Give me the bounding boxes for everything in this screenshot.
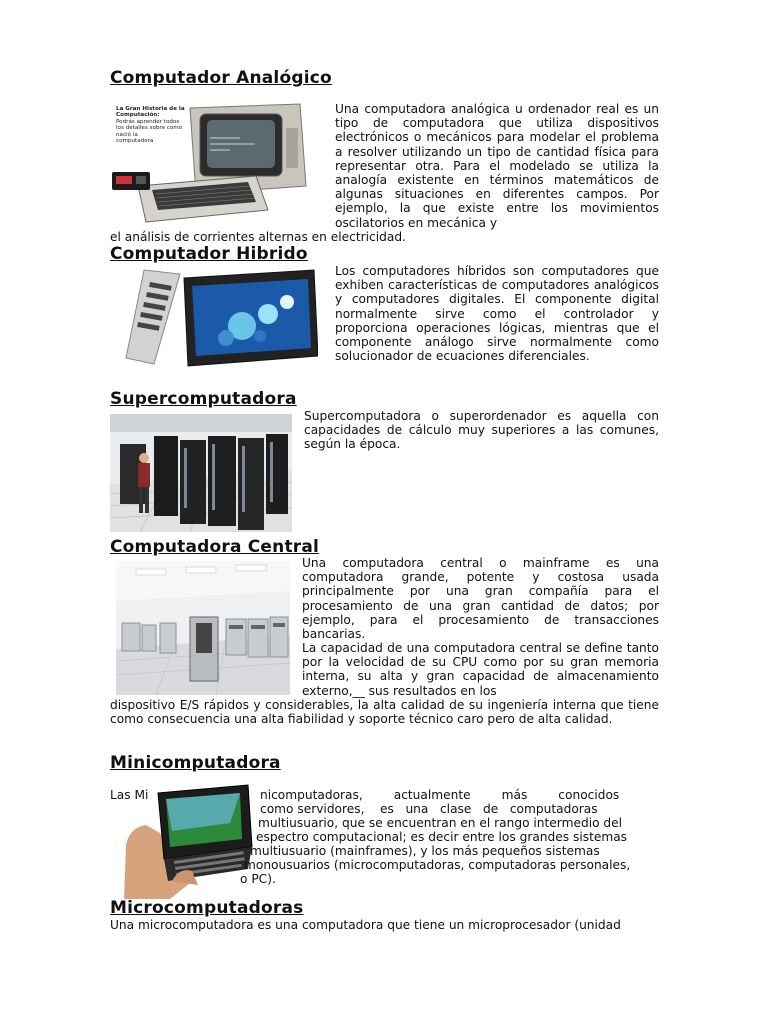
central-paragraph-tail: dispositivo E/S rápidos y considerables, la alta calidad de su ingeniería interna que tiene como consecuencia una alta fiabilidad y soporte técnico caro pero de alta calidad. — [110, 698, 659, 727]
supercomputer-image — [110, 414, 292, 532]
heading-computador-analogico: Computador Analógico — [110, 68, 332, 88]
caption-line: Podrás aprender todos — [116, 118, 180, 125]
mini-lead: Las Mi — [110, 788, 149, 802]
image-caption — [116, 106, 194, 144]
mini-line: monousuarios (microcomputadoras, computadoras personales, — [244, 858, 631, 872]
mini-line: o PC). — [240, 872, 276, 886]
caption-line: La Gran Historia de la — [116, 106, 185, 112]
caption-line: nació la — [116, 131, 138, 138]
mini-line: nicomputadoras, actualmente más conocidos — [260, 788, 620, 802]
mini-line: multiusuario (mainframes), y los más pequeños sistemas — [250, 844, 600, 858]
analogico-paragraph-tail: el análisis de corrientes alternas en electricidad. — [110, 230, 406, 244]
hibrido-paragraph: Los computadores híbridos son computadores que exhiben características de computadores analógicos y computadores digitales. El componente digital normalmente sirve como el controlador y proporciona operaciones lógicas, mientras que el componente análogo sirve normalmente como solucionador de ecuaciones diferenciales. — [335, 264, 659, 364]
caption-line: Computación: — [116, 112, 160, 119]
super-paragraph: Supercomputadora o superordenador es aquella con capacidades de cálculo muy superiores a las comunes, según la época. — [304, 409, 659, 452]
micro-paragraph: Una microcomputadora es una computadora que tiene un microprocesador (unidad — [110, 918, 621, 932]
analogico-paragraph: Una computadora analógica u ordenador real es un tipo de computadora que utiliza dispositivos electrónicos o mecánicos para modelar el problema a resolver utilizando un tipo de cantidad física para representar otra. Para el modelado se utiliza la analogía existente en términos matemáticos de algunas situaciones en diferentes campos. Por ejemplo, la que existe entre los movimientos oscilatorios en mecánica y — [335, 102, 659, 230]
mini-line: multiusuario, que se encuentran en el rango intermedio del — [258, 816, 623, 830]
central-paragraph-1: Una computadora central o mainframe es una computadora grande, potente y costosa usada principalmente por una gran compañía para el procesamiento de una gran cantidad de datos; por ejemplo, para el procesamiento de transacciones bancarias. — [302, 556, 659, 642]
heading-computador-hibrido: Computador Hibrido — [110, 244, 308, 264]
mini-line: como servidores, es una clase de computadoras — [260, 802, 598, 816]
analog-computer-image — [110, 98, 308, 230]
central-paragraph-2: La capacidad de una computadora central se define tanto por la velocidad de su CPU como por su gran memoria interna, su alta y gran capacidad de almacenamiento externo,__ sus resultados en los — [302, 641, 659, 698]
heading-computadora-central: Computadora Central — [110, 537, 320, 557]
caption-line: los detalles sobre como — [116, 125, 183, 132]
heading-minicomputadora: Minicomputadora — [110, 753, 281, 773]
caption-line: computadora — [116, 138, 154, 145]
mainframe-image — [116, 561, 290, 695]
hybrid-tablet-image — [122, 266, 318, 368]
heading-supercomputadora: Supercomputadora — [110, 389, 297, 409]
heading-microcomputadoras: Microcomputadoras — [110, 898, 304, 918]
mini-line: espectro computacional; es decir entre los grandes sistemas — [256, 830, 628, 844]
